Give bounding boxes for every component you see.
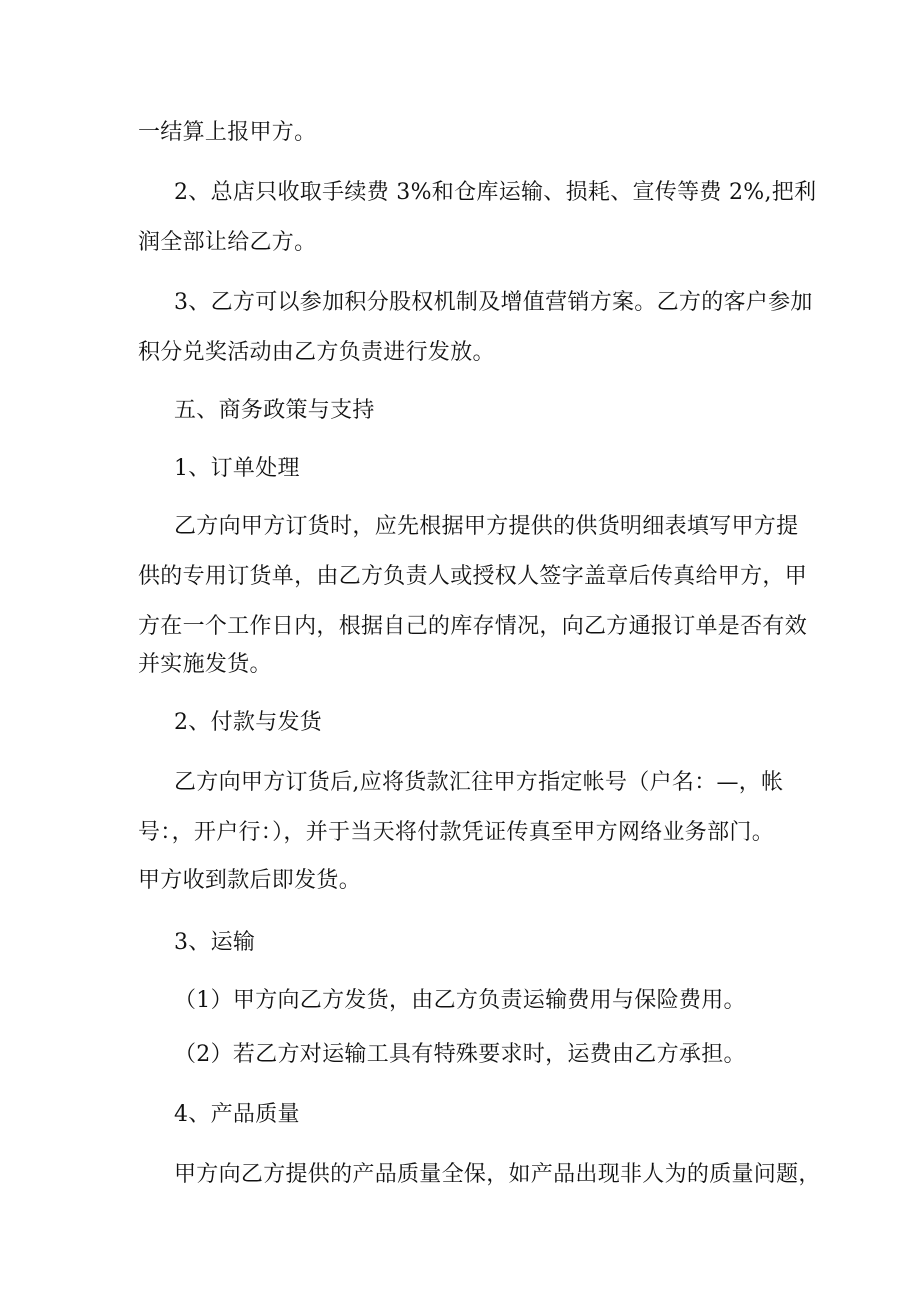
paragraph-line: 3、乙方可以参加积分股权机制及增值营销方案。乙方的客户参加 (174, 290, 813, 315)
paragraph-line: 润全部让给乙方。 (138, 230, 317, 255)
paragraph-line: 并实施发货。 (138, 652, 272, 677)
paragraph-line: 甲方向乙方提供的产品质量全保，如产品出现非人为的质量问题， (174, 1162, 821, 1187)
subsection-heading: 4、产品质量 (174, 1102, 300, 1127)
list-item: （2）若乙方对运输工具有特殊要求时，运费由乙方承担。 (174, 1042, 746, 1067)
subsection-heading: 1、订单处理 (174, 456, 300, 481)
subsection-heading: 3、运输 (174, 930, 256, 955)
paragraph-line: 号：，开户行：），并于当天将付款凭证传真至甲方网络业务部门。 (138, 820, 775, 845)
paragraph-line: 2、总店只收取手续费 3%和仓库运输、损耗、宣传等费 2%,把利 (174, 180, 817, 205)
subsection-heading: 2、付款与发货 (174, 710, 323, 735)
paragraph-line: 乙方向甲方订货后,应将货款汇往甲方指定帐号（户名：—，帐 (174, 770, 784, 795)
list-item: （1）甲方向乙方发货，由乙方负责运输费用与保险费用。 (174, 988, 746, 1013)
paragraph-line: 供的专用订货单，由乙方负责人或授权人签字盖章后传真给甲方，甲 (138, 564, 808, 589)
paragraph-line: 方在一个工作日内，根据自己的库存情况，向乙方通报订单是否有效 (138, 614, 808, 639)
paragraph-line: 甲方收到款后即发货。 (138, 868, 362, 893)
paragraph-line: 一结算上报甲方。 (138, 120, 317, 145)
paragraph-line: 积分兑奖活动由乙方负责进行发放。 (138, 340, 495, 365)
paragraph-line: 乙方向甲方订货时，应先根据甲方提供的供货明细表填写甲方提 (174, 514, 799, 539)
section-heading: 五、商务政策与支持 (174, 398, 375, 423)
